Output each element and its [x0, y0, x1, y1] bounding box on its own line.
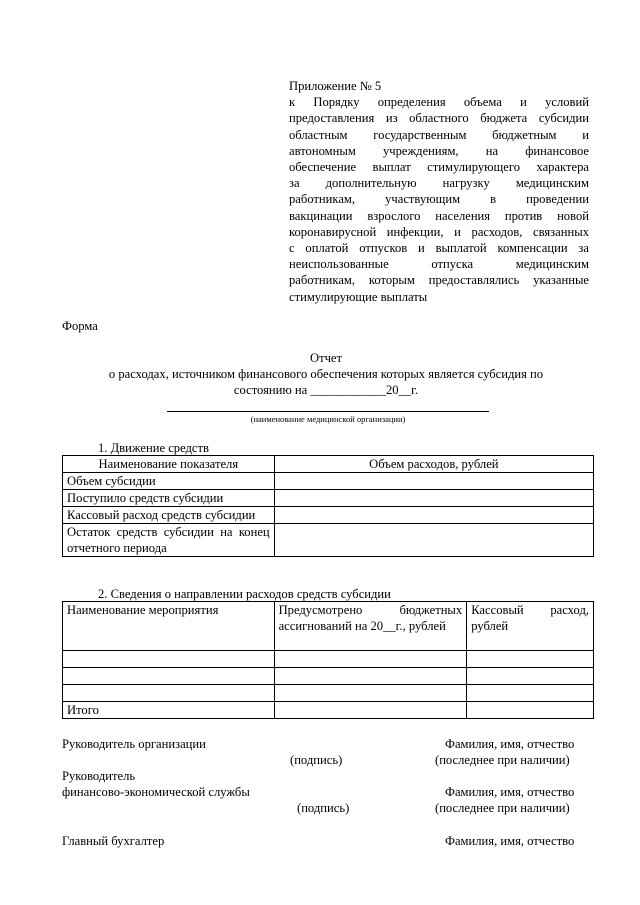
- funds-movement-table: [62, 455, 594, 557]
- table-header-row: [63, 456, 594, 473]
- finance-label-line2: финансово-экономической службы: [62, 785, 250, 799]
- table-cell[interactable]: [467, 651, 594, 668]
- finance-label-line1: Руководитель: [62, 769, 136, 783]
- appendix-title: Приложение № 5: [289, 79, 382, 93]
- head-fio: Фамилия, имя, отчество: [445, 737, 575, 751]
- appendix-line: автономным учреждениям, на финансовое: [289, 143, 589, 158]
- appendix-line: неиспользованные отпуска медицинским: [289, 257, 589, 272]
- amount-cell[interactable]: [274, 490, 593, 507]
- appendix-line: к Порядку определения объема и условий: [289, 95, 589, 110]
- appendix-line: работникам, участвующим в проведении: [289, 192, 589, 207]
- table-row: [63, 507, 594, 524]
- section2-title: 2. Сведения о направлении расходов средств субсидии: [98, 587, 391, 601]
- table-cell[interactable]: [274, 685, 467, 702]
- table-cell[interactable]: [63, 685, 275, 702]
- table-header-row: [63, 602, 594, 651]
- report-date-line: состоянию на ____________20__г.: [233, 383, 419, 398]
- column-header: Кассовый расход, рублей: [467, 602, 594, 651]
- table-cell[interactable]: [467, 702, 594, 719]
- table-cell[interactable]: [274, 668, 467, 685]
- table-cell[interactable]: [274, 702, 467, 719]
- head-label: Руководитель организации: [62, 737, 206, 751]
- finance-signature-caption: (подпись): [297, 801, 350, 815]
- appendix-text: [289, 94, 589, 305]
- table-row: [63, 685, 594, 702]
- finance-fio-caption: (последнее при наличии): [435, 801, 570, 815]
- expense-directions-table: [62, 601, 594, 719]
- appendix-block: [289, 78, 589, 305]
- appendix-line: стимулирующие выплаты: [289, 289, 428, 304]
- accountant-fio: Фамилия, имя, отчество: [445, 834, 575, 848]
- total-label: Итого: [63, 702, 275, 719]
- appendix-line: за дополнительную нагрузку медицинским: [289, 176, 589, 191]
- report-subtitle: о расходах, источником финансового обеспечения которых является субсидия по: [108, 367, 544, 382]
- appendix-line: с оплатой отпусков и выплатой компенсации за: [289, 241, 589, 256]
- report-heading: [62, 350, 590, 399]
- table-cell[interactable]: [467, 685, 594, 702]
- appendix-line: вакцинации взрослого населения против новой: [289, 208, 589, 223]
- table-row: [63, 651, 594, 668]
- form-label: Форма: [62, 319, 98, 333]
- appendix-line: обеспечение выплат стимулирующего характера: [289, 160, 589, 175]
- amount-cell[interactable]: [274, 473, 593, 490]
- table-cell[interactable]: [467, 668, 594, 685]
- appendix-line: областным государственным бюджетным и: [289, 127, 589, 142]
- appendix-line: коронавирусной инфекции, и расходов, связанных: [289, 224, 589, 239]
- section1-title: 1. Движение средств: [98, 441, 209, 455]
- column-header: Наименование мероприятия: [63, 602, 275, 651]
- row-label: Остаток средств субсидии на конец отчетного периода: [63, 524, 275, 557]
- column-header: Предусмотрено бюджетных ассигнований на 20__г., рублей: [274, 602, 467, 651]
- appendix-line: предоставления из областного бюджета субсидии: [289, 111, 589, 126]
- head-signature-caption: (подпись): [290, 753, 343, 767]
- head-fio-caption: (последнее при наличии): [435, 753, 570, 767]
- finance-fio: Фамилия, имя, отчество: [445, 785, 575, 799]
- column-header: Наименование показателя: [63, 456, 275, 473]
- table-row: [63, 473, 594, 490]
- table-row: [63, 668, 594, 685]
- accountant-label: Главный бухгалтер: [62, 834, 165, 848]
- org-name-caption: (наименование медицинской организации): [250, 414, 406, 424]
- amount-cell[interactable]: [274, 524, 593, 557]
- amount-cell[interactable]: [274, 507, 593, 524]
- table-row: [63, 524, 594, 557]
- table-cell[interactable]: [63, 651, 275, 668]
- total-row: [63, 702, 594, 719]
- org-name-line: [167, 411, 489, 412]
- report-title: Отчет: [309, 351, 343, 365]
- row-label: Поступило средств субсидии: [63, 490, 275, 507]
- table-cell[interactable]: [63, 668, 275, 685]
- table-row: [63, 490, 594, 507]
- column-header: Объем расходов, рублей: [274, 456, 593, 473]
- row-label: Кассовый расход средств субсидии: [63, 507, 275, 524]
- appendix-line: работникам, которым предоставлялись указанные: [289, 273, 589, 288]
- row-label: Объем субсидии: [63, 473, 275, 490]
- table-cell[interactable]: [274, 651, 467, 668]
